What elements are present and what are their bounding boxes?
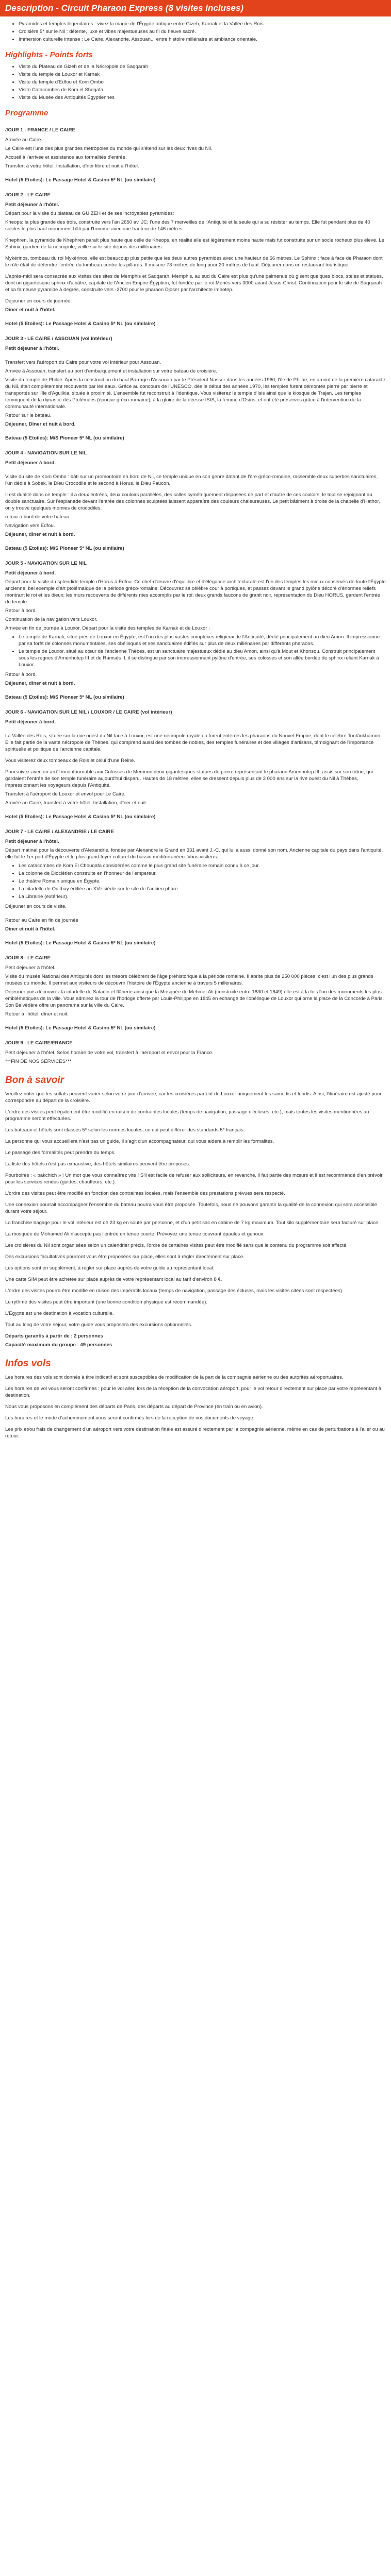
day-2 [5, 192, 386, 327]
day-text: Visite du musée National des Antiquités dont les trésors célèbrent de l'âge préhistorique à la période romaine. Il abrite plus de 250 000 pièces, c'est l'un des plus grands musées du monde. Il permet aux visiteurs de découvrir l'histoire de l'Égypte ancienne à travers 5 millénaires. [5, 974, 373, 986]
day-7-list [5, 862, 386, 900]
day-text: Petit déjeuner à l'hôtel. [5, 839, 59, 844]
highlights-title: Highlights - Points forts [5, 50, 93, 59]
day-title: JOUR 2 - LE CAIRE [5, 192, 51, 198]
day-text: Déjeuner en cours de journée. [5, 298, 72, 304]
info-paragraph: Les horaires de vol vous seront confirmés : pour le vol aller, lors de la réception de la convocation aéroport, pour le vol retour directement sur place par votre représentant à destination. [5, 1386, 381, 1398]
day-text: Vous visiterez deux tombeaux de Rois et celui d'une Reine. [5, 758, 135, 764]
info-paragraph: Les prix et/ou frais de changement d'un aéroport vers votre destination finale est assuré directement par la compagnie aérienne, même en cas de perturbations à l'aller ou au retour. [5, 1427, 385, 1439]
highlight-item: • Visite du Musée des Antiquités Égyptiennes [19, 94, 386, 101]
day-text: ***FIN DE NOS SERVICES*** [5, 1059, 72, 1064]
day-text: Poursuivez avec un arrêt incontournable aux Colosses de Memnon deux gigantesques statues de pierre représentant le pharaon Amenhotep III, assis sur son trône, qui gardaient l'entrée de son temple funéraire aujourd'hui disparu. Hautes de 18 mètres, elles se dressent depuis plus de 3 000 ans sur la rive ouest du Nil à Thèbes, impressionnant les voyageurs depuis l'Antiquité. [5, 769, 373, 788]
day-hotel: Bateau (5 Etoiles): M/S Pioneer 5* NL (ou similaire) [5, 694, 124, 700]
day-title: JOUR 3 - LE CAIRE / ASSOUAN (vol intérieur) [5, 336, 112, 342]
day-title: JOUR 4 - NAVIGATION SUR LE NIL [5, 450, 87, 456]
day-text: Déjeuner, dîner et nuit à bord. [5, 681, 75, 686]
bon-a-savoir-section [5, 1091, 386, 1348]
day-text: Dîner et nuit à l'hôtel. [5, 926, 56, 932]
list-item: • La colonne de Dioclétien construite en l'honneur de l'empereur. [19, 870, 386, 877]
day-text: Déjeuner, Dîner et nuit à bord. [5, 421, 76, 427]
day-4 [5, 450, 386, 552]
day-text: Déjeuner, dîner et nuit à bord. [5, 532, 75, 537]
day-9 [5, 1040, 386, 1065]
day-text: Accueil à l'arrivée et assistance aux formalités d'entrée. [5, 155, 127, 160]
day-text: Dîner et nuit à l'hôtel. [5, 307, 56, 313]
day-text: Petit déjeuner à bord. [5, 570, 56, 576]
day-text: Continuation de la navigation vers Louxor. [5, 617, 97, 622]
info-paragraph: Une connexion pourrait accompagner l'ensemble du bateau pourra vous être proposée. Toutefois, nous ne pouvons garantir la qualité de la connexion qui sera accessible durant votre séjour. [5, 1202, 378, 1214]
day-8 [5, 955, 386, 1031]
day-title: JOUR 8 - LE CAIRE [5, 955, 51, 961]
info-paragraph: Des excursions facultatives pourront vous être proposées sur place, elles sont à régler directement sur place. [5, 1254, 245, 1260]
day-text: Arrivée au Caire, transfert à votre hôtel. Installation, dîner et nuit. [5, 800, 148, 806]
day-text: Kheops: la plus grande des trois, construite vers l'an 2650 av. JC; l'une des 7 merveilles de l'Antiquité et la seule qui a su résister au temps. Elle fut pendant plus de 40 siècles le plus haut monument bâti par l'homme avec une hauteur de 146 mètres. [5, 219, 370, 232]
highlight-item: • Visite du temple d'Edfou et Kom Ombo [19, 79, 386, 86]
day-hotel: Hotel (5 Etoiles): Le Passage Hotel & Casino 5* NL (ou similaire) [5, 814, 156, 820]
day-1 [5, 127, 386, 183]
info-paragraph: Les bateaux et hôtels sont classés 5* selon les normes locales, ce qui peut différer des standards 5* français. [5, 1127, 245, 1133]
infos-vols-title: Infos vols [5, 1358, 51, 1369]
day-7 [5, 828, 386, 946]
description-banner: Description - Circuit Pharaon Express (8 visites incluses) [0, 0, 391, 16]
list-item: • Le temple de Karnak, situé près de Louxor en Égypte, est l'un des plus vastes complexes religieux de l'Antiquité, dédié principalement au dieu Amon. Il impressionne par sa forêt de colonnes monumentales, ses obélisques et ses sanctuaires édifiés sur plus de deux millénaires par différents pharaons. [19, 634, 386, 647]
day-text: Transfert vers l'aéroport du Caire pour votre vol intérieur pour Assouan. [5, 360, 161, 365]
day-title: JOUR 9 - LE CAIRE/FRANCE [5, 1040, 73, 1046]
day-text: Retour à bord. [5, 608, 37, 614]
day-text: Arrivée en fin de journée à Louxor. Départ pour la visite des temples de Karnak et de Louxor : [5, 625, 210, 631]
day-text: Mykérinos, tombeau du roi Mykérinos, elle est beaucoup plus petite que les deux autres pyramides avec une hauteur de 66 mètres. Le Sphinx : face à face de Pharaon dont le rôle était de défendre l'entrée du tombeau contre les pillards. Il mesure 73 mètres de long pour 20 mètres de haut. Déjeuner dans un restaurant touristique. [5, 256, 383, 268]
list-item: • La citadelle de Quitbay édifiée au XVe siècle sur le site de l'ancien phare [19, 886, 386, 892]
highlight-item: • Visite du temple de Louxor et Karnak [19, 71, 386, 78]
intro-item: • Croisière 5* sur le Nil : détente, luxe et vibes majestueuses au fil du fleuve sacré. [19, 28, 386, 35]
day-text: Retour à l'hôtel, dîner et nuit. [5, 1011, 69, 1017]
info-paragraph: Le rythme des visites peut être important (une bonne condition physique est recommandée). [5, 1299, 207, 1305]
day-text: Petit déjeuner à l'hôtel. [5, 346, 59, 351]
info-paragraph: Une carte SIM peut être achetée sur place auprès de votre représentant local au tarif d'environ 8 €. [5, 1277, 222, 1282]
day-hotel: Hotel (5 Etoiles): Le Passage Hotel & Casino 5* NL (ou similaire) [5, 1025, 156, 1031]
highlight-item: • Visite du Plateau de Gizeh et de la Nécropole de Saqqarah [19, 63, 386, 70]
info-paragraph: Le passage des formalités peut prendre du temps. [5, 1150, 116, 1156]
info-paragraph: Tout au long de votre séjour, votre guide vous proposera des excursions optionnelles. [5, 1322, 192, 1328]
list-item: • Le théâtre Romain unique en Égypte. [19, 878, 386, 885]
day-title: JOUR 5 - NAVIGATION SUR LE NIL [5, 561, 87, 566]
day-text: La Vallée des Rois, située sur la rive ouest du Nil face à Louxor, est une nécropole royale où furent enterrés les pharaons du Nouvel Empire, dont le célèbre Toutânkhamon. Elle fait partie de la vaste nécropole de Thèbes, qui comprend aussi des tombes de nobles, des temples funéraires et des villages d'artisans, témoignant de l'importance spirituelle et politique de l'ancienne capitale. [5, 733, 382, 752]
day-5 [5, 560, 386, 701]
day-text: Départ pour la visite du splendide temple d'Horus à Edfou. Ce chef-d'œuvre d'équilibre et d'élégance architecturale est l'un des temples les mieux conservés de toute l'Égypte ancienne, bel exemple d'art ptolémaïque de la période gréco-romaine. Découvrez sa célèbre cour à portiques, et passez devant le grand pylône décoré d'énormes reliefs montrant le roi et les dieux; les murs recouverts de différents rites accomplis par le roi; deux grands faucons de granit noir, représentation du Dieu HORUS, gardent l'entrée du temple. [5, 579, 386, 605]
day-text: Transfert à l'aéroport de Louxor et envol pour Le Caire. [5, 791, 126, 797]
info-paragraph: La personne qui vous accueillera n'est pas un guide, il s'agit d'un accompagnateur, qui vous aidera à remplir les formalités. [5, 1139, 274, 1144]
info-paragraph: Veuillez noter que les sultats peuvent varier selon votre jour d'arrivée, car les croisières partent de Louxor uniquement les samedis et lundis. Ainsi, l'itinéraire est ajusté pour correspondre au départ de la croisière. [5, 1091, 382, 1104]
infos-vols-section [5, 1374, 386, 1439]
day-text: Retour à bord. [5, 672, 37, 677]
day-text: Retour au Caire en fin de journée [5, 918, 78, 923]
day-text: Départ pour la visite du plateau de GUIZEH et de ses incroyables pyramides: [5, 211, 174, 216]
day-text: Petit déjeuner à bord. [5, 460, 56, 466]
info-paragraph: Les croisières du Nil sont organisées selon un calendrier précis, l'ordre de certaines visites peut être modifié sans que le contenu du programme soit affecté. [5, 1243, 348, 1248]
day-text: Petit déjeuner à l'hôtel. Selon horaire de votre vol, transfert à l'aéroport et envol pour la France. [5, 1050, 214, 1056]
day-title: JOUR 7 - LE CAIRE / ALEXANDRIE / LE CAIRE [5, 829, 114, 835]
day-5-list [5, 634, 386, 668]
day-text: Visite du temple de Philae. Après la construction du haut Barrage d'Assouan par le Président Nasser dans les années 1960, l'île de Philae, en amont de la première cataracte du Nil, était complètement recouverte par les eaux. Grâce au concours de l'UNESCO, dès le début des années 1970, les temples furent démontés pierre par pierre et transportés sur l'île d'Aguilkia, située à proximité. L'ensemble fut reconstruit à l'identique. Vous visiterez le temple d'Isis ainsi que le kiosque de Trajan. Les temples témoignent de la dynastie des Ptolémées (époque gréco-romaine), à la gloire de la déesse ISIS, la femme d'Osiris, et ont été préservés grâce à l'intervention de la communauté internationale. [5, 377, 385, 410]
day-text: Le Caire est l'une des plus grandes métropoles du monde qui s'étend sur les deux rives du Nil. [5, 146, 213, 151]
day-text: Arrivée à Assouan, transfert au port d'embarquement et installation sur votre bateau de croisière. [5, 368, 217, 374]
day-title: JOUR 1 - FRANCE / LE CAIRE [5, 127, 75, 133]
day-text: Déjeuner en cours de visite. [5, 904, 67, 909]
day-text: Visite du site de Kom Ombo : bâti sur un promontoire en bord de Nil, ce temple unique en son genre datant de l'ère gréco-romaine, rassemble deux superbes sanctuaires, l'un dédié à Sobek, le Dieu Crocodile et le second à Horus, le Dieu Faucon. [5, 474, 378, 486]
info-paragraph: Pourboires : « bakchich » ! Un mot que vous connaîtrez vite ! S'il est facile de refuser aux solliciteurs, en revanche, il fait partie des mœurs et il est recommandé d'en prévoir pour les services rendus (guides, chauffeurs, etc.). [5, 1173, 383, 1185]
intro-list [5, 21, 386, 43]
day-text: Retour sur le bateau. [5, 413, 52, 418]
bon-a-savoir-title: Bon à savoir [5, 1075, 64, 1086]
info-paragraph: L'ordre des visites pourra être modifié en raison des impératifs locaux (temps de navigation, passage des écluses, mais les visites citées sont respectées). [5, 1288, 344, 1294]
intro-item: • Pyramides et temples légendaires : vivez la magie de l'Égypte antique entre Gizeh, Karnak et la Vallée des Rois. [19, 21, 386, 27]
day-text: Khephren, la pyramide de Khephren paraît plus haute que celle de Kheops, en réalité elle est légèrement moins haute mais fut construite sur un socle rocheux plus élevé. Le Sphinx, gardien de la nécropole, veille sur le site depuis des millénaires. [5, 238, 384, 250]
day-text: Navigation vers Edfou. [5, 523, 55, 529]
info-paragraph: L'Égypte est une destination à vocation culturelle. [5, 1311, 114, 1316]
list-item: • Le temple de Louxor, situé au cœur de l'ancienne Thèbes, est un sanctuaire majestueux dédié au dieu Amon, ainsi qu'à Mout et Khonsou. Construit principalement sous les règnes d'Amenhotep III et de Ramsès II, il se distingue par son impressionnant pylône d'entrée, ses colosses et son allée bordée de sphinx reliant Karnak à Louxor. [19, 648, 386, 668]
info-paragraph: La liste des hôtels n'est pas exhaustive, des hôtels similaires peuvent être proposés. [5, 1161, 190, 1167]
day-text: Petit déjeuner à bord. [5, 719, 56, 725]
day-title: JOUR 6 - NAVIGATION SUR LE NIL / LOUXOR / LE CAIRE (vol intérieur) [5, 709, 172, 715]
info-paragraph: L'ordre des visites peut également être modifié en raison de contraintes locales (temps de navigation, passage d'écluses, etc.), mais toutes les visites mentionnées au programme seront effectuées. [5, 1109, 369, 1122]
capacite-groupe: Capacité maximum du groupe : 49 personnes [5, 1342, 112, 1348]
day-text: retour à bord de votre bateau. [5, 514, 71, 520]
info-paragraph: Les horaires des vols sont donnés à titre indicatif et sont susceptibles de modification de la part de la compagnie aérienne ou des autorités aéroportuaires. [5, 1375, 344, 1380]
info-paragraph: La mosquée de Mohamed Ali n'accepte pas l'entrée en tenue courte. Prévoyez une tenue couvrant épaules et genoux. [5, 1231, 265, 1237]
day-text: Il est dualité dans ce temple : il a deux entrées, deux couloirs parallèles, des salles symétriquement disposées de part et d'autre de ces couloirs, le tout se rejoignant au double sanctuaire. Sur l'esplanade devant l'entrée des colonnes sculptées laissent apparaître des couleurs chaleureuses. Le petit bâtiment à droite de la chapelle d'Hathor, on y trouve quelques momies de crocodiles. [5, 492, 380, 511]
day-hotel: Hotel (5 Etoiles): Le Passage Hotel & Casino 5* NL (ou similaire) [5, 321, 156, 327]
day-text: Déjeuner puis découvrez la citadelle de Saladin et flânerie ainsi que la Mosquée de Mehmet Ali (construite entre 1830 et 1849) elle est à la fois l'un des monuments les plus emblématiques de la ville. Vous admirez la tour de l'horloge offerte par Louis-Philippe en 1845 en échange de l'obélisque de Louxor qui orne la place de la Concorde à Paris. Son Belvédère offre un panorama sur la ville du Caire. [5, 989, 384, 1008]
day-text: L'après-midi sera consacrée aux visites des sites de Memphis et Saqqarah. Memphis, au sud du Caire est plus qu'une palmeraie où gisent quelques blocs, stèles et statues, dont un gigantesque sphinx d'albâtre, capitale de l'Ancien Empire Égyptien, fut fondée par le roi Ménès vers 3000 avant Jésus-Christ. Continuation pour le site de Saqqarah et sa fameuse pyramide à degrés, construite vers -2700 pour le pharaon Djoser par l'architecte Imhotep. [5, 274, 383, 293]
day-3 [5, 335, 386, 442]
highlights-list [5, 63, 386, 101]
day-hotel: Bateau (5 Etoiles): M/S Pioneer 5* NL (ou similaire) [5, 435, 124, 441]
info-paragraph: Les options sont en supplément, à régler sur place auprès de votre guide au représentant local. [5, 1265, 215, 1271]
highlight-item: • Visite Catacombes de Kom el Shoqafa [19, 87, 386, 93]
info-paragraph: La franchise bagage pour le vol intérieur est de 23 kg en soute par personne, et d'un petit sac en cabine de 7 kg maximum. Tout kilo supplémentaire sera facturé sur place. [5, 1220, 380, 1226]
info-paragraph: Nous vous proposons en complément des départs de Paris, des départs au départ de Province (en train ou en avion). [5, 1404, 263, 1410]
departs-garantis: Départs garantis à partir de : 2 personnes [5, 1333, 103, 1339]
day-hotel: Bateau (5 Etoiles): M/S Pioneer 5* NL (ou similaire) [5, 546, 124, 551]
day-6 [5, 709, 386, 820]
list-item: • Les catacombes de Kom El Chouqafa considérées comme le plus grand site funéraire romain connu à ce jour. [19, 862, 386, 869]
list-item: • La Librairie (extérieur). [19, 893, 386, 900]
info-paragraph: Les horaires et le mode d'acheminement vous seront confirmés lors de la réception de vos documents de voyage. [5, 1415, 255, 1421]
day-text: Transfert à votre hôtel. Installation, dîner libre et nuit à l'hôtel. [5, 163, 139, 169]
day-text: Arrivée au Caire. [5, 137, 42, 143]
day-hotel: Hotel (5 Etoiles): Le Passage Hotel & Casino 5* NL (ou similaire) [5, 177, 156, 183]
day-text: Petit déjeuner à l'hôtel. [5, 202, 59, 208]
intro-item: • Immersion culturelle intense : Le Caire, Alexandrie, Assouan... entre histoire millénaire et ambiance orientale. [19, 36, 386, 43]
programme-title: Programme [5, 109, 48, 117]
info-paragraph: L'ordre des visites peut être modifié en fonction des contraintes locales, mais l'ensemble des prestations prévues sera respecté. [5, 1191, 285, 1196]
day-text: Petit déjeuner à l'hôtel. [5, 965, 56, 971]
day-hotel: Hotel (5 Etoiles): Le Passage Hotel & Casino 5* NL (ou similaire) [5, 940, 156, 946]
day-text: Départ matinal pour la découverte d'Alexandrie, fondée par Alexandre le Grand en 331 avant J.-C. qui lui a aussi donné son nom. Ancienne capitale du pays dans l'antiquité, elle fut le 1er port d'Égypte et le plus grand foyer culturel du bassin méditerranéen. Vous visiterez : [5, 848, 383, 860]
